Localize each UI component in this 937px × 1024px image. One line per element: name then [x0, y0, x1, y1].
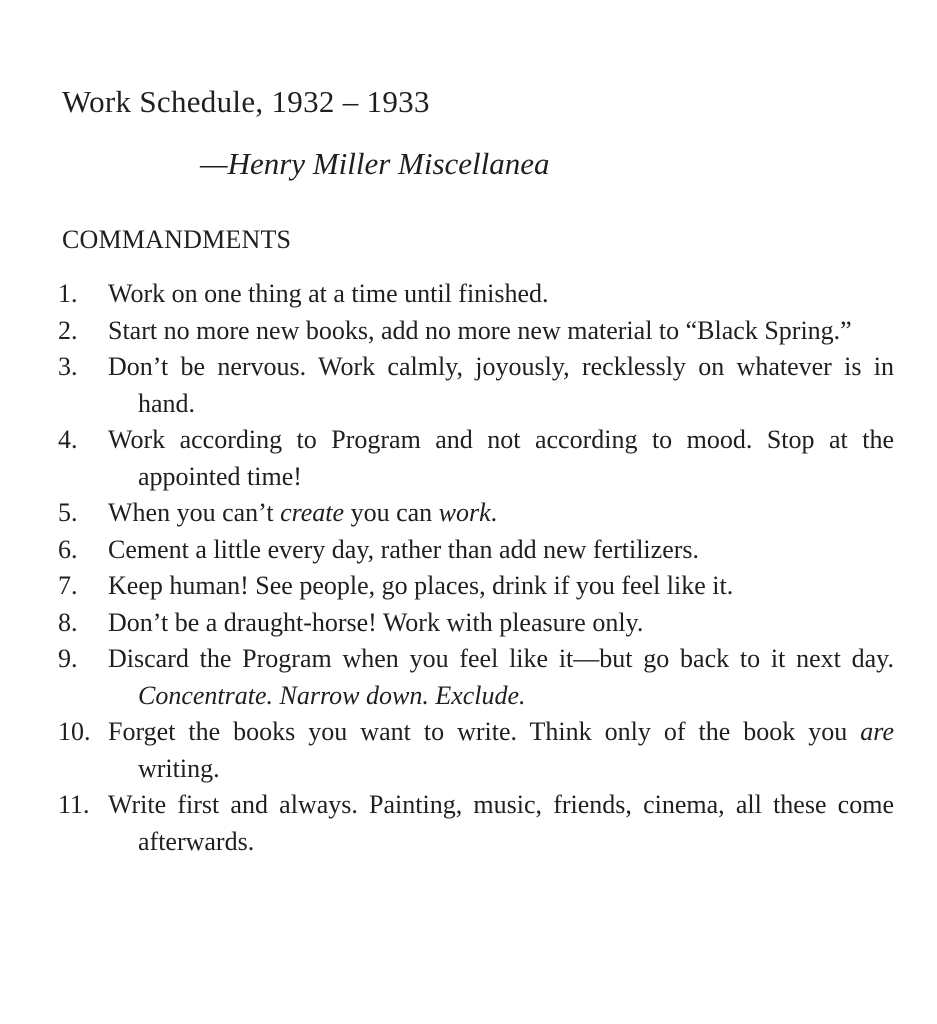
list-item-text: [108, 641, 894, 714]
text-segment: you can: [344, 498, 439, 527]
list-item: [58, 568, 894, 605]
list-item-text: Write first and always. Painting, music, friends, cinema, all these come afterwards.: [108, 790, 894, 856]
text-segment: writing.: [138, 753, 220, 783]
text-segment: .: [490, 498, 498, 527]
list-item-number: 9.: [58, 644, 78, 673]
list-item-number: 4.: [58, 425, 78, 454]
list-item-number: 2.: [58, 315, 78, 345]
list-item: [58, 422, 894, 495]
list-item: [58, 787, 894, 860]
list-item-text: [108, 714, 894, 787]
list-item-text: Keep human! See people, go places, drink if you feel like it.: [108, 571, 734, 600]
emphasis-text: work: [438, 498, 491, 527]
text-segment: When you can’t: [108, 498, 281, 527]
list-item: [58, 276, 894, 313]
list-item: [58, 349, 894, 422]
list-item-text: Don’t be nervous. Work calmly, joyously, recklessly on whatever is in hand.: [108, 352, 894, 418]
list-item: [58, 641, 894, 714]
list-item-number: 1.: [58, 279, 78, 308]
list-item: [58, 714, 894, 787]
text-segment: Forget the books you want to write. Think only of the book you: [108, 717, 861, 746]
list-item-number: 5.: [58, 498, 78, 527]
list-item-text: Work according to Program and not according to mood. Stop at the appointed time!: [108, 425, 894, 491]
list-item-number: 8.: [58, 607, 78, 637]
commandments-list: [58, 276, 894, 860]
emphasis-text: create: [280, 498, 345, 527]
list-item-number: 6.: [58, 534, 78, 564]
list-item: [58, 605, 894, 642]
list-item: [58, 313, 894, 350]
list-item: [58, 532, 894, 569]
list-item-number: 10.: [58, 717, 91, 746]
list-item: [58, 495, 894, 532]
text-segment: Discard the Program when you feel like it—but go back to it next day.: [108, 644, 894, 673]
list-item-text: Don’t be a draught-horse! Work with pleasure only.: [108, 607, 644, 637]
list-item-number: 7.: [58, 571, 78, 600]
emphasis-text: Concentrate. Narrow down. Exclude.: [138, 680, 526, 710]
list-item-text: Cement a little every day, rather than add new fertilizers.: [108, 534, 700, 564]
section-heading: COMMANDMENTS: [62, 225, 292, 254]
emphasis-text: are: [860, 717, 894, 746]
list-item-text: [108, 495, 894, 532]
page-title: Work Schedule, 1932 – 1933: [62, 84, 430, 119]
list-item-number: 11.: [58, 790, 90, 819]
page-subtitle: —Henry Miller Miscellanea: [200, 146, 550, 181]
list-item-text: Work on one thing at a time until finished.: [108, 279, 549, 308]
list-item-number: 3.: [58, 352, 78, 381]
list-item-text: Start no more new books, add no more new material to “Black Spring.”: [108, 315, 852, 345]
